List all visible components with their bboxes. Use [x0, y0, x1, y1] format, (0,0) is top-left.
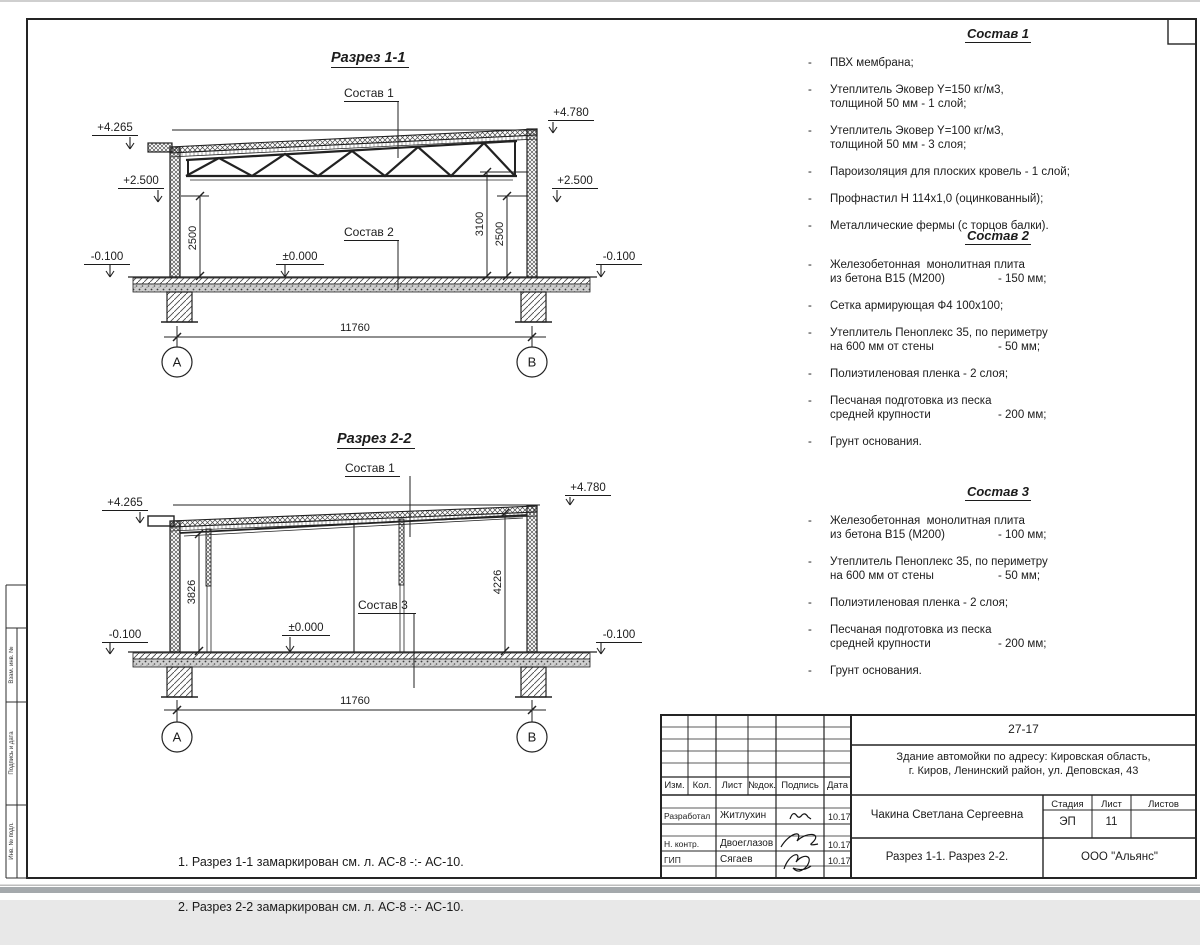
signatures — [781, 814, 818, 871]
item-line: Грунт основания. — [830, 436, 922, 448]
strip-label-vzam: Взам. инв. № — [9, 646, 15, 684]
level-mark: -0.100 — [596, 251, 642, 265]
item-dash: - — [808, 515, 812, 527]
composition-item — [802, 326, 1194, 354]
tb-header-data: Дата — [826, 780, 849, 791]
item-line: Металлические фермы (с торцов балки). — [830, 220, 1049, 232]
elevation-mark: +4.265 — [102, 497, 148, 511]
level-mark-zero: ±0.000 — [276, 251, 324, 265]
tb-header-list: Лист — [721, 780, 743, 791]
dimension-span: 11760 — [340, 322, 370, 334]
tb-name: Сягаев — [720, 854, 753, 865]
elevation-mark: +4.265 — [92, 122, 138, 136]
dimension-2500-left: 2500 — [187, 225, 199, 251]
tb-name: Житлухин — [720, 810, 767, 821]
composition-item — [802, 165, 1194, 179]
composition-item — [802, 83, 1194, 111]
item-dash: - — [808, 84, 812, 96]
strip-label-podpis: Подпись и дата — [9, 731, 15, 775]
composition-title — [848, 26, 1148, 41]
tb-header-podpis: Подпись — [781, 780, 819, 791]
item-line: Сетка армирующая Ф4 100х100; — [830, 300, 1004, 312]
notes — [178, 825, 464, 945]
tb-stage-value: ЭП — [1059, 816, 1076, 828]
wall-right — [527, 129, 537, 277]
foundations — [161, 667, 552, 697]
item-dash: - — [808, 597, 812, 609]
composition-title — [848, 484, 1148, 499]
item-dash: - — [808, 556, 812, 568]
company-name: ООО "Альянс" — [1081, 851, 1158, 863]
tb-date: 10.17 — [828, 856, 851, 866]
level-mark: -0.100 — [102, 629, 148, 643]
dimension-2500-right: 2500 — [494, 221, 506, 247]
item-line: Железобетонная монолитная плита — [830, 515, 1025, 527]
tb-name: Двоеглазов — [720, 838, 774, 849]
composition-item — [802, 435, 1194, 449]
composition-title-text: Состав 3 — [966, 484, 1030, 499]
signature-1 — [790, 814, 811, 819]
item-line: Утеплитель Эковер Y=150 кг/м3, — [830, 84, 1004, 96]
item-line: Утеплитель Эковер Y=100 кг/м3, — [830, 125, 1004, 137]
item-line: Утеплитель Пеноплекс 35, по периметру — [830, 556, 1048, 568]
composition-item — [802, 367, 1194, 381]
item-line: Пароизоляция для плоских кровель - 1 слой; — [830, 166, 1070, 178]
composition-item — [802, 299, 1194, 313]
canopy — [148, 143, 172, 152]
elevation-mark: +2.500 — [552, 175, 598, 189]
height-dimensions — [195, 509, 509, 655]
section1-sostav1-label: Состав 1 — [344, 86, 399, 102]
item-line: Песчаная подготовка из песка — [830, 624, 992, 636]
item-value: - 50 мм; — [998, 570, 1041, 582]
section2-title: Разрез 2-2 — [337, 431, 415, 449]
composition-item — [802, 394, 1194, 422]
composition-title — [848, 228, 1148, 243]
item-line: ПВХ мембрана; — [830, 57, 914, 69]
tb-stage-label: Стадия — [1051, 799, 1084, 810]
item-line: средней крупности — [830, 638, 931, 650]
doc-code: 27-17 — [1008, 722, 1039, 736]
tb-sheet-label: Лист — [1101, 799, 1122, 810]
item-dash: - — [808, 395, 812, 407]
item-line: из бетона В15 (М200) — [830, 273, 945, 285]
item-dash: - — [808, 665, 812, 677]
item-line: Утеплитель Пеноплекс 35, по периметру — [830, 327, 1048, 339]
composition-title-text: Состав 2 — [966, 228, 1030, 243]
item-dash: - — [808, 125, 812, 137]
item-line: средней крупности — [830, 409, 931, 421]
item-dash: - — [808, 624, 812, 636]
section2-sostav3-label: Состав 3 — [358, 598, 416, 614]
item-dash: - — [808, 368, 812, 380]
composition-item — [802, 192, 1194, 206]
composition-list-1 — [802, 26, 1194, 246]
section1-title: Разрез 1-1 — [331, 50, 409, 68]
composition-item — [802, 514, 1194, 542]
tb-role: Н. контр. — [664, 839, 700, 849]
tb-sheets-label: Листов — [1148, 799, 1179, 810]
content-title: Разрез 1-1. Разрез 2-2. — [885, 851, 1009, 863]
composition-list-3 — [802, 484, 1194, 691]
composition-list-2 — [802, 228, 1194, 462]
elevation-mark: +4.780 — [548, 107, 594, 121]
foundations — [161, 292, 552, 322]
tb-role: ГИП — [664, 855, 681, 865]
level-mark: -0.100 — [84, 251, 130, 265]
section1-sostav2-label: Состав 2 — [344, 225, 399, 241]
dimension-3100: 3100 — [474, 211, 486, 237]
item-line: на 600 мм от стены — [830, 570, 934, 582]
item-value: - 200 мм; — [998, 409, 1047, 421]
axis-marker-b: В — [527, 729, 537, 745]
item-line: Песчаная подготовка из песка — [830, 395, 992, 407]
wall-left — [170, 521, 180, 652]
item-line: толщиной 50 мм - 3 слоя; — [830, 139, 967, 151]
tb-date: 10.17 — [828, 812, 851, 822]
tb-date: 10.17 — [828, 840, 851, 850]
item-line: из бетона В15 (М200) — [830, 529, 945, 541]
axis-marker-a: А — [172, 354, 182, 370]
signature-3 — [784, 855, 811, 871]
tb-header-izm: Изм. — [664, 780, 685, 791]
item-dash: - — [808, 193, 812, 205]
item-value: - 150 мм; — [998, 273, 1047, 285]
composition-item — [802, 258, 1194, 286]
author-name: Чакина Светлана Сергеевна — [870, 809, 1024, 821]
item-dash: - — [808, 436, 812, 448]
item-line: Профнастил Н 114х1,0 (оцинкованный); — [830, 193, 1044, 205]
note-line: 2. Разрез 2-2 замаркирован см. л. АС-8 -:- АС-10. — [178, 900, 464, 914]
axis-marker-b: В — [527, 354, 537, 370]
section2-sostav1-label: Состав 1 — [345, 461, 400, 477]
dimension-4226: 4226 — [492, 569, 504, 595]
item-dash: - — [808, 259, 812, 271]
tb-header-kol: Кол. — [692, 780, 712, 791]
item-line: Полиэтиленовая пленка - 2 слоя; — [830, 368, 1009, 380]
composition-item — [802, 124, 1194, 152]
wall-right — [527, 506, 537, 652]
level-mark: -0.100 — [596, 629, 642, 643]
project-name-line1: Здание автомойки по адресу: Кировская область, — [896, 751, 1151, 763]
composition-item — [802, 623, 1194, 651]
elevation-mark: +2.500 — [118, 175, 164, 189]
axis-marker-a: А — [172, 729, 182, 745]
item-dash: - — [808, 300, 812, 312]
section-2-linework — [106, 476, 605, 752]
strip-label-inv: Инв. № подл. — [9, 822, 15, 860]
tb-sheet-value: 11 — [1105, 816, 1118, 828]
dimension-3826: 3826 — [186, 579, 198, 605]
item-value: - 200 мм; — [998, 638, 1047, 650]
item-dash: - — [808, 166, 812, 178]
elevation-mark: +4.780 — [565, 482, 611, 496]
composition-item — [802, 555, 1194, 583]
composition-item — [802, 56, 1194, 70]
tb-role: Разработал — [664, 811, 711, 821]
composition-title-text: Состав 1 — [966, 26, 1030, 41]
item-value: - 100 мм; — [998, 529, 1047, 541]
item-line: Полиэтиленовая пленка - 2 слоя; — [830, 597, 1009, 609]
level-mark-zero: ±0.000 — [282, 622, 330, 636]
item-line: толщиной 50 мм - 1 слой; — [830, 98, 967, 110]
item-dash: - — [808, 57, 812, 69]
item-line: Грунт основания. — [830, 665, 922, 677]
span-dimension — [162, 700, 547, 752]
item-value: - 50 мм; — [998, 341, 1041, 353]
dimension-span: 11760 — [340, 695, 370, 707]
project-name-line2: г. Киров, Ленинский район, ул. Деповская, 43 — [908, 765, 1139, 777]
wall-left — [170, 147, 180, 277]
item-dash: - — [808, 327, 812, 339]
item-line: на 600 мм от стены — [830, 341, 934, 353]
composition-item — [802, 596, 1194, 610]
item-dash: - — [808, 220, 812, 232]
composition-item — [802, 664, 1194, 678]
item-line: Железобетонная монолитная плита — [830, 259, 1025, 271]
tb-header-doc: №док. — [748, 780, 776, 791]
note-line: 1. Разрез 1-1 замаркирован см. л. АС-8 -:- АС-10. — [178, 855, 464, 869]
